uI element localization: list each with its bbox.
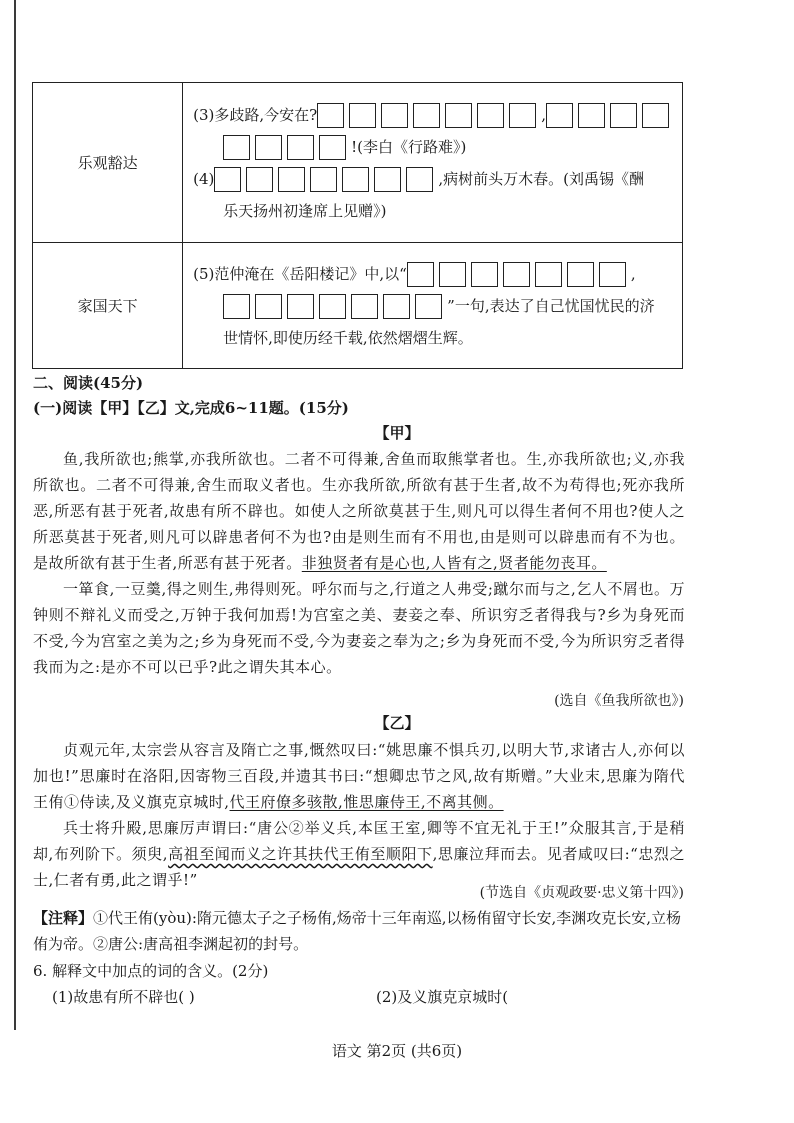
passage-yi-source: (节选自《贞观政要·忠义第十四》) [479, 885, 684, 901]
item-4-suffix: ,病树前头万木春。(刘禹锡《酬 [438, 169, 645, 188]
answer-box[interactable] [535, 262, 562, 287]
answer-box[interactable] [599, 262, 626, 287]
question-6-stem: 6. 解释文中加点的词的含义。(2分) [33, 962, 269, 980]
item-5-suffix: ”一句,表达了自己忧国忧民的济 [447, 296, 655, 315]
wavy-underlined-sentence: 高祖至闻而义之许其扶代王侑至顺阳下 [168, 845, 433, 863]
item-5-line-2 [193, 290, 674, 322]
answer-box[interactable] [255, 135, 282, 160]
answer-box[interactable] [415, 294, 442, 319]
answer-box[interactable] [610, 103, 637, 128]
answer-box[interactable] [567, 262, 594, 287]
section-heading: 二、阅读(45分) [33, 374, 144, 392]
answer-box[interactable] [223, 135, 250, 160]
answer-box[interactable] [349, 103, 376, 128]
answer-box[interactable] [407, 262, 434, 287]
text: ,思廉泣拜而去。见者咸叹曰:“忠烈之士,仁者有勇,此之谓乎!” [33, 845, 685, 889]
answer-box[interactable] [383, 294, 410, 319]
theme-cell: 乐观豁达 [33, 83, 183, 243]
answer-box[interactable] [246, 167, 273, 192]
answer-box[interactable] [445, 103, 472, 128]
answer-box[interactable] [413, 103, 440, 128]
table-row [33, 83, 683, 243]
item-3-source: !(李白《行路难》) [351, 137, 467, 156]
answer-box[interactable] [278, 167, 305, 192]
text: 贞观元年,太宗尝从容言及隋亡之事,慨然叹曰:“姚思廉不惧兵刃,以明大节,求诸古人,亦何以加也!”思廉时在洛阳,因寄物三百段,并遗其书曰:“想卿忠节之风,故有斯赠。”大业末,思廉为隋代王侑①侍读,及义旗克京城时, [33, 741, 685, 811]
annotation-2: ②唐公:唐高祖李渊起初的封号。 [93, 935, 309, 953]
question-6-part-1[interactable]: (1)故患有所不辟也( ) [52, 988, 195, 1006]
comma: , [541, 105, 546, 124]
answer-box[interactable] [503, 262, 530, 287]
answer-box[interactable] [287, 135, 314, 160]
answer-box[interactable] [471, 262, 498, 287]
item-5-line [193, 258, 674, 290]
answer-box[interactable] [642, 103, 669, 128]
answer-box[interactable] [477, 103, 504, 128]
table-row [33, 243, 683, 369]
answer-box[interactable] [406, 167, 433, 192]
answer-box[interactable] [319, 135, 346, 160]
answer-box[interactable] [223, 294, 250, 319]
passage-jia [33, 446, 685, 680]
underlined-sentence: 代王府僚多骇散,惟思廉侍王,不离其侧。 [229, 793, 504, 811]
page-footer: 语文 第2页 (共6页) [331, 1042, 463, 1060]
blank-boxes[interactable] [214, 170, 438, 188]
passage-jia-source: (选自《鱼我所欲也》) [554, 693, 684, 709]
answer-box[interactable] [546, 103, 573, 128]
passage-yi-title: 【乙】 [374, 714, 420, 732]
blank-boxes[interactable] [223, 297, 447, 315]
blank-boxes[interactable] [223, 138, 351, 156]
answer-box[interactable] [310, 167, 337, 192]
comma: , [630, 264, 636, 283]
subsection-heading: (一)阅读【甲】【乙】文,完成6~11题。(15分) [33, 399, 349, 417]
answer-box[interactable] [351, 294, 378, 319]
answer-box[interactable] [317, 103, 344, 128]
annotations [33, 905, 685, 957]
item-4-line [193, 163, 674, 195]
question-6-part-2[interactable]: (2)及义旗克京城时( [376, 988, 509, 1006]
blank-boxes[interactable] [407, 265, 631, 283]
blank-boxes[interactable] [317, 106, 541, 124]
answer-box[interactable] [255, 294, 282, 319]
answer-box[interactable] [439, 262, 466, 287]
item-3-prefix: (3)多歧路,今安在? [193, 105, 318, 124]
item-3-line-2 [193, 131, 674, 163]
paragraph [33, 737, 685, 815]
answer-box[interactable] [374, 167, 401, 192]
text: 兵士将升殿,思廉厉声谓曰:“唐公②举义兵,本匡王室,卿等不宜无礼于王!”众服其言,于是稍却,布列阶下。须臾, [33, 819, 685, 863]
answer-box[interactable] [509, 103, 536, 128]
answer-box[interactable] [578, 103, 605, 128]
answer-box[interactable] [319, 294, 346, 319]
item-3-line [193, 99, 674, 131]
item-5-line-3: 世情怀,即使历经千载,依然熠熠生辉。 [223, 328, 473, 347]
theme-cell: 家国天下 [33, 243, 183, 369]
content-cell [183, 83, 683, 243]
text: 鱼,我所欲也;熊掌,亦我所欲也。二者不可得兼,舍鱼而取熊掌者也。生,亦我所欲也;义,亦我所欲也。二者不可得兼,舍生而取义者也。生亦我所欲,所欲有甚于生者,故不为苟得也;死亦我所恶,所恶有甚于死者,故患有所不辟也。如使人之所欲莫甚于生,则凡可以得生者何不用也?使人之所恶莫甚于死者,则凡可以辟患者何不为也?由是则生而有不用也,由是则可以辟患而有不为也。是故所欲有甚于生者,所恶有甚于死者。 [33, 450, 685, 572]
answer-box[interactable] [381, 103, 408, 128]
passage-jia-title: 【甲】 [374, 424, 420, 442]
blank-boxes[interactable] [546, 106, 674, 124]
paragraph [33, 446, 685, 576]
annotation-1: ①代王侑(yòu):隋元德太子之子杨侑,炀帝十三年南巡,以杨侑留守长安,李渊攻克长安,立杨侑为帝。 [33, 909, 682, 953]
content-cell [183, 243, 683, 369]
answer-box[interactable] [342, 167, 369, 192]
poetry-recitation-table [32, 82, 683, 369]
annotations-label: 【注释】 [33, 909, 94, 927]
answer-box[interactable] [287, 294, 314, 319]
paragraph: 一箪食,一豆羹,得之则生,弗得则死。呼尔而与之,行道之人弗受;蹴尔而与之,乞人不屑也。万钟则不辩礼义而受之,万钟于我何加焉!为宫室之美、妻妾之奉、所识穷乏者得我与?乡为身死而不受,今为宫室之美为之;乡为身死而不受,今为妻妾之奉为之;乡为身死而不受,今为所识穷乏者得我而为之:是亦不可以已乎?此之谓失其本心。 [33, 580, 685, 676]
passage-yi [33, 737, 685, 893]
item-5-prefix: (5)范仲淹在《岳阳楼记》中,以“ [193, 264, 407, 283]
underlined-sentence: 非独贤者有是心也,人皆有之,贤者能勿丧耳。 [301, 554, 607, 572]
item-4-line-2: 乐天扬州初逢席上见赠》) [223, 201, 387, 220]
item-4-prefix: (4) [193, 169, 215, 188]
left-margin-rule [14, 0, 16, 1030]
answer-box[interactable] [214, 167, 241, 192]
